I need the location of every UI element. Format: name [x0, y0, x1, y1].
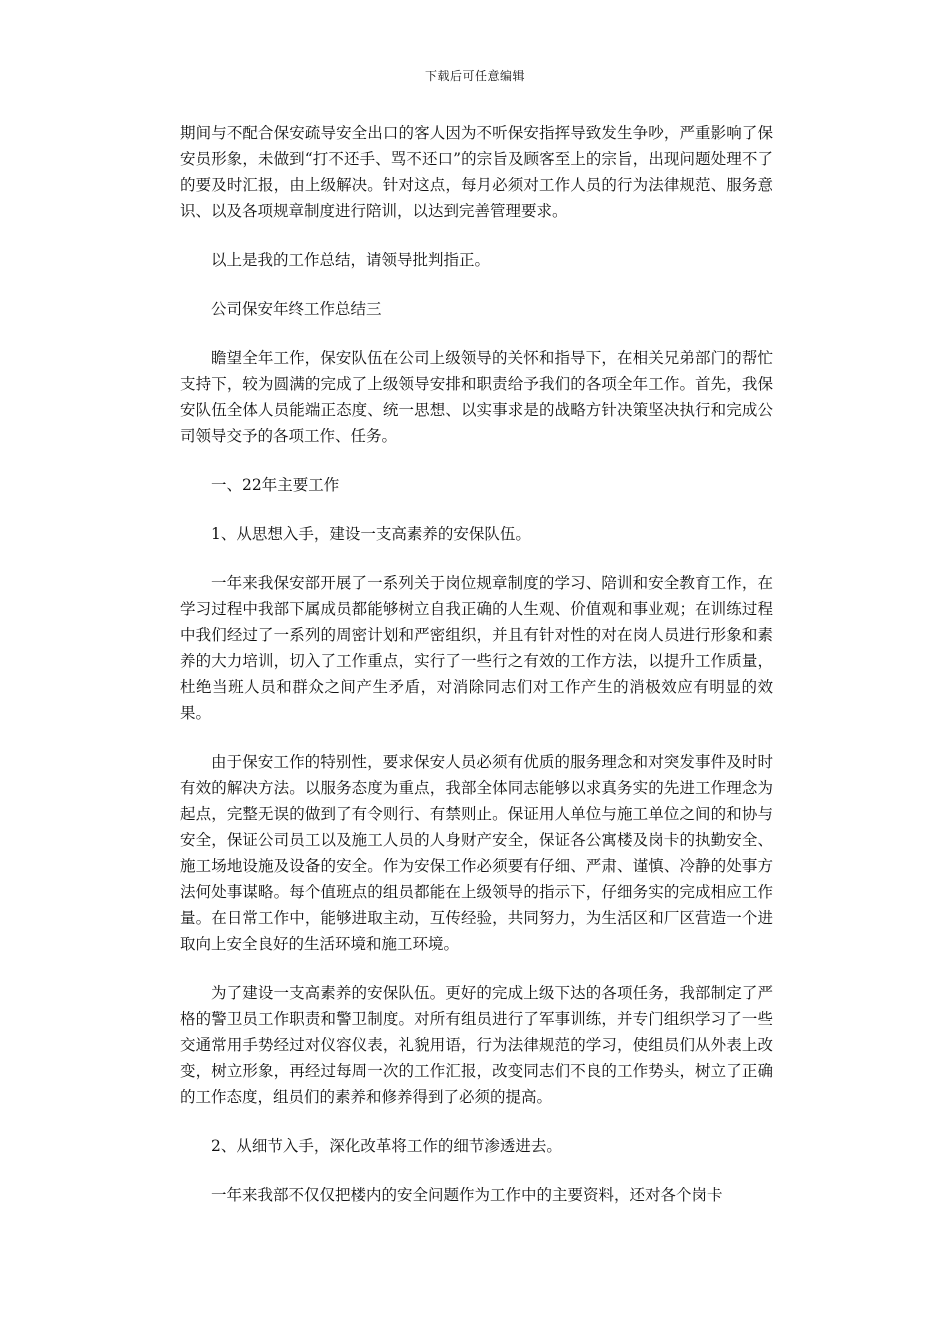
- paragraph-4: 一年来我保安部开展了一系列关于岗位规章制度的学习、陪训和安全教育工作，在学习过程中我部下属成员都能够树立自我正确的人生观、价值观和事业观；在训练过程中我们经过了一系列的周密计划和严密组织，并且有针对性的对在岗人员进行形象和素养的大力培训，切入了工作重点，实行了一些行之有效的工作方法，以提升工作质量，杜绝当班人员和群众之间产生矛盾，对消除同志们对工作产生的消极效应有明显的效果。: [180, 574, 773, 722]
- subheading-2: 2、从细节入手，深化改革将工作的细节渗透进去。: [211, 1137, 562, 1155]
- section-title: 公司保安年终工作总结三: [211, 300, 382, 318]
- paragraph-3: 瞻望全年工作，保安队伍在公司上级领导的关怀和指导下，在相关兄弟部门的帮忙支持下，较为圆满的完成了上级领导安排和职责给予我们的各项全年工作。首先，我保安队伍全体人员能端正态度、统一思想、以实事求是的战略方针决策坚决执行和完成公司领导交予的各项工作、任务。: [180, 349, 773, 445]
- page-header: 下载后可任意编辑: [424, 69, 525, 83]
- paragraph-6: 为了建设一支高素养的安保队伍。更好的完成上级下达的各项任务，我部制定了严格的警卫员工作职责和警卫制度。对所有组员进行了军事训练，并专门组织学习了一些交通常用手势经过对仪容仪表，礼貌用语，行为法律规范的学习，使组员们从外表上改变，树立形象，再经过每周一次的工作汇报，改变同志们不良的工作势头，树立了正确的工作态度，组员们的素养和修养得到了必须的提高。: [180, 984, 773, 1106]
- paragraph-7: 一年来我部不仅仅把楼内的安全问题作为工作中的主要资料，还对各个岗卡: [211, 1186, 723, 1204]
- paragraph-1: 期间与不配合保安疏导安全出口的客人因为不听保安指挥导致发生争吵，严重影响了保安员形象，未做到“打不还手、骂不还口”的宗旨及顾客至上的宗旨，出现问题处理不了的要及时汇报，由上级解决。针对这点，每月必须对工作人员的行为法律规范、服务意识、以及各项规章制度进行陪训，以达到完善管理要求。: [180, 124, 773, 220]
- heading-main-work: 一、22年主要工作: [211, 476, 340, 494]
- paragraph-2: 以上是我的工作总结，请领导批判指正。: [211, 251, 491, 269]
- paragraph-5: 由于保安工作的特别性，要求保安人员必须有优质的服务理念和对突发事件及时时有效的解决方法。以服务态度为重点，我部全体同志能够以求真务实的先进工作理念为起点，完整无误的做到了有令则行、有禁则止。保证用人单位与施工单位之间的和协与安全，保证公司员工以及施工人员的人身财产安全，保证各公寓楼及岗卡的执勤安全、施工场地设施及设备的安全。作为安保工作必须要有仔细、严肃、谨慎、冷静的处事方法何处事谋略。每个值班点的组员都能在上级领导的指示下，仔细务实的完成相应工作量。在日常工作中，能够进取主动，互传经验，共同努力，为生活区和厂区营造一个进取向上安全良好的生活环境和施工环境。: [180, 753, 773, 953]
- document-body: [180, 120, 773, 1231]
- subheading-1: 1、从思想入手，建设一支高素养的安保队伍。: [211, 525, 531, 543]
